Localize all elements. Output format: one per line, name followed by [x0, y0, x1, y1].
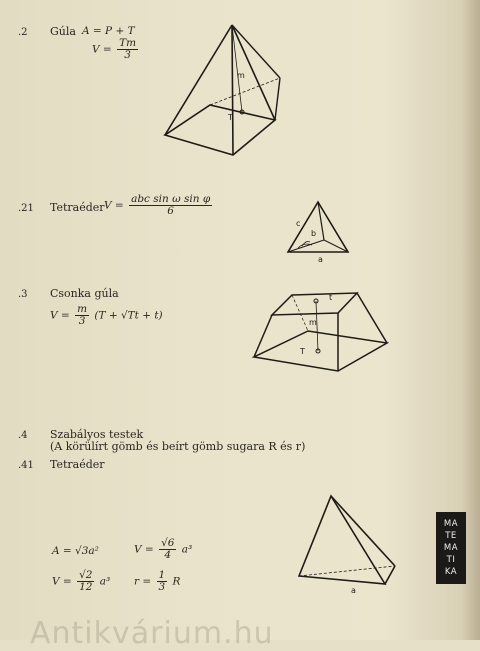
frustum-figure [250, 283, 390, 375]
label-t: t [329, 293, 333, 302]
watermark: Antikvárium.hu [30, 616, 274, 651]
label-m: m [309, 318, 317, 327]
tab-line: MA [443, 519, 459, 529]
section-title: Tetraéder [50, 201, 105, 214]
label-m: m [237, 71, 245, 80]
section-number: .4 [18, 430, 28, 441]
label-c: c [296, 219, 301, 228]
section-title: Csonka gúla [50, 287, 119, 300]
formula-area: A = P + T [82, 25, 135, 37]
label-a: a [351, 586, 356, 595]
label-T: T [300, 347, 305, 356]
formula-volume: V = $\frac{Tm}{3}$ [92, 37, 137, 61]
tetrahedron-figure [282, 196, 362, 266]
tab-line: KA [444, 567, 458, 577]
tab-line: TI [446, 555, 456, 565]
section-number: .3 [18, 289, 28, 300]
pyramid-figure [160, 20, 290, 160]
label-a: a [318, 255, 323, 264]
formula-volume: V = $\frac{m}{3}$ (T + √Tt + t) [50, 303, 163, 327]
section-subtitle: (A körülírt gömb és beírt gömb sugara R és r) [50, 440, 306, 453]
section-title: Szabályos testek [50, 428, 144, 441]
section-number: .21 [18, 203, 34, 214]
tab-line: MA [443, 543, 459, 553]
section-title: Gúla [50, 25, 76, 38]
section-title: Tetraéder [50, 458, 105, 471]
section-number: .2 [18, 27, 28, 38]
label-T: T [228, 113, 233, 122]
regular-tetrahedron-figure [295, 490, 405, 595]
section-thumb-tab [436, 512, 466, 584]
section-number: .41 [18, 460, 34, 471]
formula-volume: V = $\frac{\text{abc sin ω sin φ}}{6}$ [104, 193, 211, 217]
formula-radius-R: V = $\frac{√2}{12}$ a³ [52, 569, 111, 593]
tab-line: TE [445, 531, 457, 541]
label-b: b [311, 229, 317, 238]
formula-radius-r: r = $\frac{1}{3}$ R [134, 569, 181, 593]
formula-volume: V = $\frac{√6}{4}$ a³ [134, 537, 193, 561]
formula-area: A = √3a² [52, 545, 99, 557]
